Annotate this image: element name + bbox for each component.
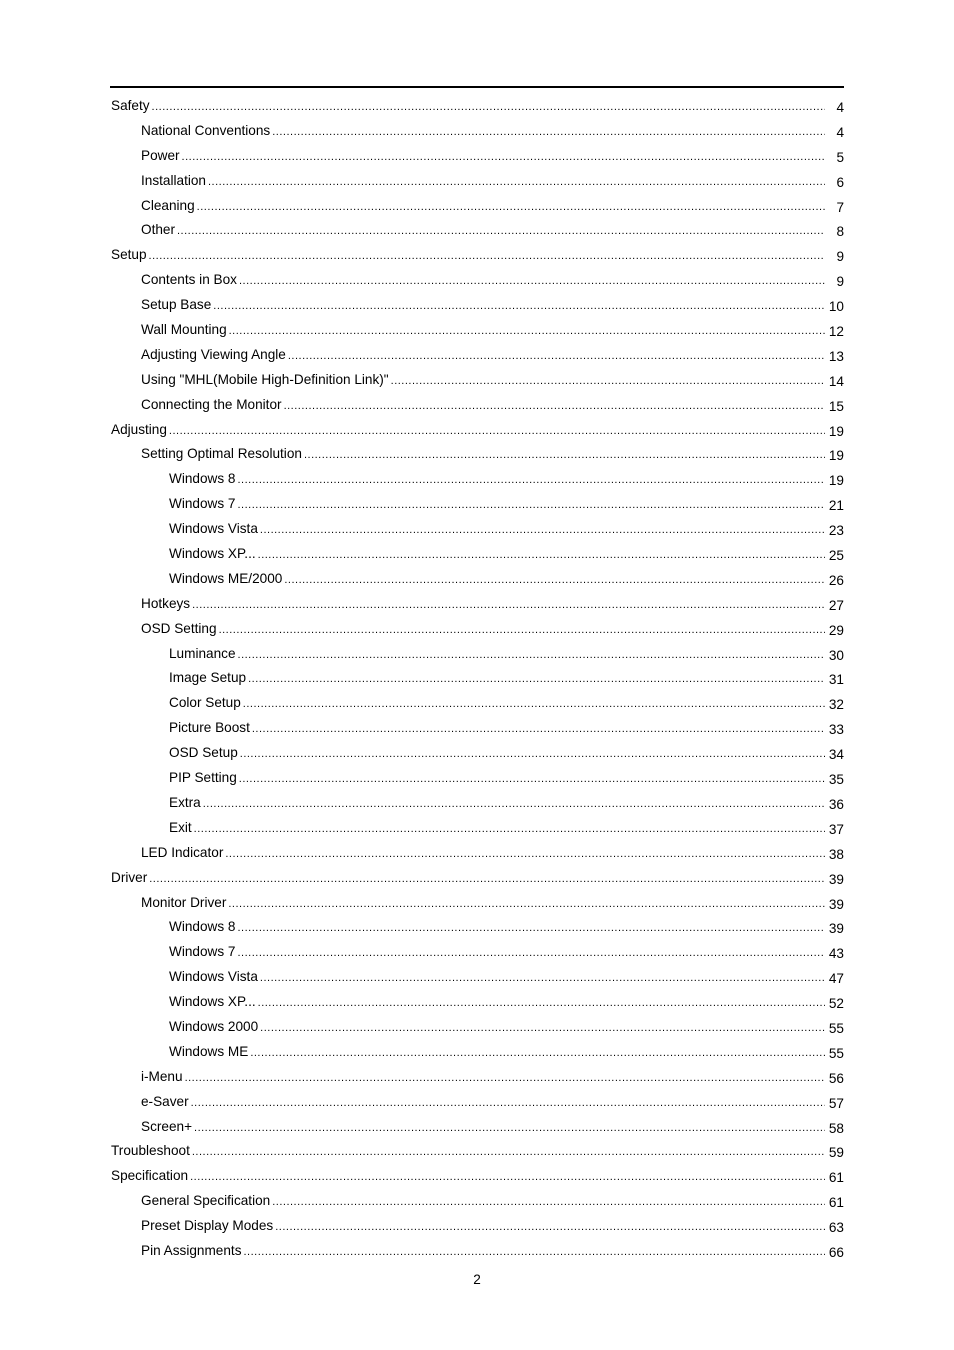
toc-dot-leader	[250, 1043, 825, 1063]
toc-entry-label: OSD Setup	[169, 745, 238, 761]
toc-entry-label: Windows 8	[169, 471, 236, 487]
toc-entry-page: 47	[828, 971, 844, 987]
toc-entry-page: 63	[828, 1220, 844, 1236]
toc-entry[interactable]	[111, 542, 844, 567]
toc-entry-label: Monitor Driver	[141, 894, 227, 910]
toc-entry[interactable]	[111, 1065, 844, 1090]
toc-entry-label: Hotkeys	[141, 595, 191, 611]
toc-entry[interactable]	[111, 442, 844, 467]
toc-entry[interactable]	[111, 666, 844, 691]
toc-entry-page: 31	[828, 672, 844, 688]
toc-entry[interactable]	[111, 1164, 844, 1189]
toc-entry[interactable]	[111, 691, 844, 716]
top-horizontal-rule	[110, 86, 844, 88]
toc-entry-label: Color Setup	[169, 695, 241, 711]
toc-dot-leader	[237, 918, 825, 938]
toc-entry[interactable]	[111, 343, 844, 368]
toc-entry-label: Windows Vista	[169, 969, 258, 985]
toc-dot-leader	[237, 470, 825, 490]
toc-entry[interactable]	[111, 567, 844, 592]
toc-entry[interactable]	[111, 891, 844, 916]
toc-entry-label: Windows ME	[169, 1043, 249, 1059]
toc-entry-page: 66	[828, 1244, 844, 1260]
toc-dot-leader	[238, 645, 825, 665]
toc-entry[interactable]	[111, 1189, 844, 1214]
toc-entry-page: 25	[828, 548, 844, 564]
toc-entry[interactable]	[111, 741, 844, 766]
toc-entry[interactable]	[111, 990, 844, 1015]
toc-entry-label: Power	[141, 147, 180, 163]
toc-entry-label: Exit	[169, 819, 192, 835]
toc-entry-page: 4	[836, 100, 844, 115]
toc-dot-leader	[239, 271, 825, 291]
toc-entry-page: 19	[828, 448, 844, 464]
toc-entry-page: 61	[828, 1195, 844, 1211]
toc-entry[interactable]	[111, 866, 844, 891]
toc-entry-page: 39	[828, 896, 844, 912]
toc-dot-leader	[208, 172, 825, 192]
toc-entry-page: 10	[828, 299, 844, 315]
toc-dot-leader	[192, 1142, 825, 1162]
toc-entry-page: 55	[828, 1045, 844, 1061]
toc-entry-page: 35	[828, 772, 844, 788]
toc-entry-page: 7	[836, 199, 844, 215]
toc-entry-label: Screen+	[141, 1118, 193, 1134]
toc-entry[interactable]	[111, 268, 844, 293]
toc-dot-leader	[258, 545, 825, 565]
toc-entry-page: 19	[828, 473, 844, 489]
toc-entry[interactable]	[111, 243, 844, 268]
toc-entry-page: 5	[836, 149, 844, 165]
toc-entry-page: 12	[828, 324, 844, 340]
toc-entry[interactable]	[111, 368, 844, 393]
toc-entry[interactable]	[111, 841, 844, 866]
toc-entry-label: Picture Boost	[169, 720, 250, 736]
toc-entry-label: Windows Vista	[169, 521, 258, 537]
toc-entry-label: PIP Setting	[169, 770, 237, 786]
toc-entry[interactable]	[111, 467, 844, 492]
toc-entry-label: Installation	[141, 172, 206, 188]
toc-entry[interactable]	[111, 293, 844, 318]
toc-entry-page: 29	[828, 622, 844, 638]
toc-dot-leader	[237, 943, 825, 963]
toc-entry-page: 55	[828, 1020, 844, 1036]
toc-dot-leader	[284, 570, 825, 590]
toc-dot-leader	[182, 147, 825, 167]
toc-entry-page: 33	[828, 722, 844, 738]
toc-entry-label: Cleaning	[141, 197, 195, 213]
toc-entry-label: Windows XP...	[169, 994, 256, 1010]
toc-dot-leader	[304, 445, 825, 465]
toc-entry-page: 26	[828, 572, 844, 588]
toc-entry-label: i-Menu	[141, 1068, 183, 1084]
toc-entry-page: 61	[828, 1170, 844, 1186]
toc-entry-page: 39	[828, 871, 844, 887]
toc-entry-label: Driver	[111, 869, 148, 885]
toc-entry-label: LED Indicator	[141, 844, 224, 860]
toc-entry-label: Image Setup	[169, 670, 247, 686]
toc-dot-leader	[260, 520, 825, 540]
toc-entry-label: Windows 2000	[169, 1018, 259, 1034]
toc-entry-label: Setup Base	[141, 297, 212, 313]
toc-dot-leader	[260, 968, 825, 988]
toc-entry-label: Adjusting Viewing Angle	[141, 346, 286, 362]
toc-entry-page: 32	[828, 697, 844, 713]
toc-entry-page: 13	[828, 348, 844, 364]
toc-entry-label: Luminance	[169, 645, 236, 661]
toc-entry-label: Connecting the Monitor	[141, 396, 282, 412]
toc-entry-label: National Conventions	[141, 122, 271, 138]
toc-entry[interactable]	[111, 517, 844, 542]
toc-entry-label: Troubleshoot	[111, 1143, 190, 1159]
toc-entry[interactable]	[111, 144, 844, 169]
toc-dot-leader	[284, 396, 825, 416]
toc-entry[interactable]	[111, 1040, 844, 1065]
toc-dot-leader	[194, 1118, 825, 1138]
toc-entry[interactable]	[111, 1214, 844, 1239]
toc-entry[interactable]	[111, 94, 844, 119]
toc-entry-page: 4	[836, 124, 844, 140]
toc-entry[interactable]	[111, 1015, 844, 1040]
toc-dot-leader	[275, 1217, 825, 1237]
toc-entry-page: 8	[836, 224, 844, 240]
toc-dot-leader	[243, 694, 825, 714]
toc-entry-page: 9	[836, 274, 844, 290]
toc-entry-label: Contents in Box	[141, 272, 237, 288]
toc-entry-page: 52	[828, 996, 844, 1012]
toc-entry-page: 15	[828, 398, 844, 414]
toc-dot-leader	[194, 819, 825, 839]
toc-entry[interactable]	[111, 1090, 844, 1115]
toc-entry[interactable]	[111, 418, 844, 443]
toc-entry[interactable]	[111, 592, 844, 617]
toc-entry-page: 57	[828, 1095, 844, 1111]
toc-dot-leader	[149, 246, 825, 266]
toc-entry-label: Adjusting	[111, 421, 167, 437]
toc-dot-leader	[244, 1242, 826, 1262]
toc-dot-leader	[229, 321, 825, 341]
toc-dot-leader	[190, 1167, 825, 1187]
toc-dot-leader	[252, 719, 825, 739]
toc-entry[interactable]	[111, 642, 844, 667]
toc-entry-page: 19	[828, 423, 844, 439]
toc-dot-leader	[391, 371, 825, 391]
toc-entry-page: 56	[828, 1070, 844, 1086]
table-of-contents	[111, 94, 844, 1264]
toc-entry-label: Setting Optimal Resolution	[141, 446, 302, 462]
toc-dot-leader	[240, 744, 825, 764]
toc-entry[interactable]	[111, 492, 844, 517]
toc-entry[interactable]	[111, 791, 844, 816]
toc-entry-label: Windows ME/2000	[169, 570, 283, 586]
toc-entry-label: OSD Setting	[141, 620, 217, 636]
toc-dot-leader	[225, 844, 825, 864]
toc-entry[interactable]	[111, 1239, 844, 1264]
toc-entry-page: 23	[828, 523, 844, 539]
toc-entry-page: 34	[828, 747, 844, 763]
toc-entry-label: Extra	[169, 794, 201, 810]
toc-entry-page: 38	[828, 846, 844, 862]
toc-entry[interactable]	[111, 766, 844, 791]
toc-entry-label: Windows 8	[169, 919, 236, 935]
toc-dot-leader	[260, 1018, 825, 1038]
toc-entry-page: 43	[828, 946, 844, 962]
toc-entry-label: Other	[141, 222, 175, 238]
toc-dot-leader	[191, 1093, 825, 1113]
toc-entry-page: 58	[828, 1120, 844, 1136]
toc-dot-leader	[272, 122, 825, 142]
toc-entry[interactable]	[111, 169, 844, 194]
toc-dot-leader	[203, 794, 825, 814]
toc-entry[interactable]	[111, 218, 844, 243]
toc-dot-leader	[258, 993, 825, 1013]
toc-entry[interactable]	[111, 1139, 844, 1164]
toc-entry[interactable]	[111, 1115, 844, 1140]
toc-entry-page: 27	[828, 597, 844, 613]
toc-entry-label: Windows 7	[169, 944, 236, 960]
toc-entry-label: Specification	[111, 1168, 189, 1184]
toc-dot-leader	[239, 769, 825, 789]
toc-entry[interactable]	[111, 915, 844, 940]
toc-entry-label: Safety	[111, 98, 150, 113]
toc-entry-label: Windows XP...	[169, 546, 256, 562]
toc-dot-leader	[169, 421, 825, 441]
toc-entry-label: Pin Assignments	[141, 1242, 242, 1258]
toc-dot-leader	[228, 894, 825, 914]
toc-entry[interactable]	[111, 816, 844, 841]
toc-entry-label: Wall Mounting	[141, 322, 227, 338]
toc-entry[interactable]	[111, 393, 844, 418]
toc-entry-page: 30	[828, 647, 844, 663]
toc-entry[interactable]	[111, 940, 844, 965]
toc-entry-label: e-Saver	[141, 1093, 189, 1109]
toc-entry[interactable]	[111, 318, 844, 343]
toc-entry-page: 6	[836, 174, 844, 190]
toc-entry-page: 37	[828, 821, 844, 837]
toc-entry-label: Setup	[111, 247, 147, 263]
toc-entry[interactable]	[111, 716, 844, 741]
toc-entry-label: General Specification	[141, 1193, 271, 1209]
toc-dot-leader	[288, 346, 825, 366]
toc-entry[interactable]	[111, 194, 844, 219]
toc-dot-leader	[177, 221, 825, 241]
toc-entry-page: 14	[828, 373, 844, 389]
toc-dot-leader	[197, 197, 825, 217]
toc-entry-label: Using "MHL(Mobile High-Definition Link)"	[141, 371, 389, 387]
page-number: 2	[473, 1272, 481, 1287]
toc-dot-leader	[237, 495, 825, 515]
toc-dot-leader	[272, 1192, 825, 1212]
toc-entry-page: 21	[828, 498, 844, 514]
toc-dot-leader	[152, 97, 825, 117]
toc-entry-page: 39	[828, 921, 844, 937]
toc-entry-page: 59	[828, 1145, 844, 1161]
toc-entry[interactable]	[111, 965, 844, 990]
toc-dot-leader	[149, 869, 825, 889]
toc-entry[interactable]	[111, 119, 844, 144]
toc-dot-leader	[248, 669, 825, 689]
toc-entry-page: 9	[836, 249, 844, 265]
toc-dot-leader	[213, 296, 825, 316]
toc-entry-page: 36	[828, 796, 844, 812]
toc-entry[interactable]	[111, 617, 844, 642]
toc-entry-label: Preset Display Modes	[141, 1218, 274, 1234]
toc-dot-leader	[185, 1068, 825, 1088]
toc-entry-label: Windows 7	[169, 496, 236, 512]
toc-dot-leader	[219, 620, 825, 640]
toc-dot-leader	[192, 595, 825, 615]
